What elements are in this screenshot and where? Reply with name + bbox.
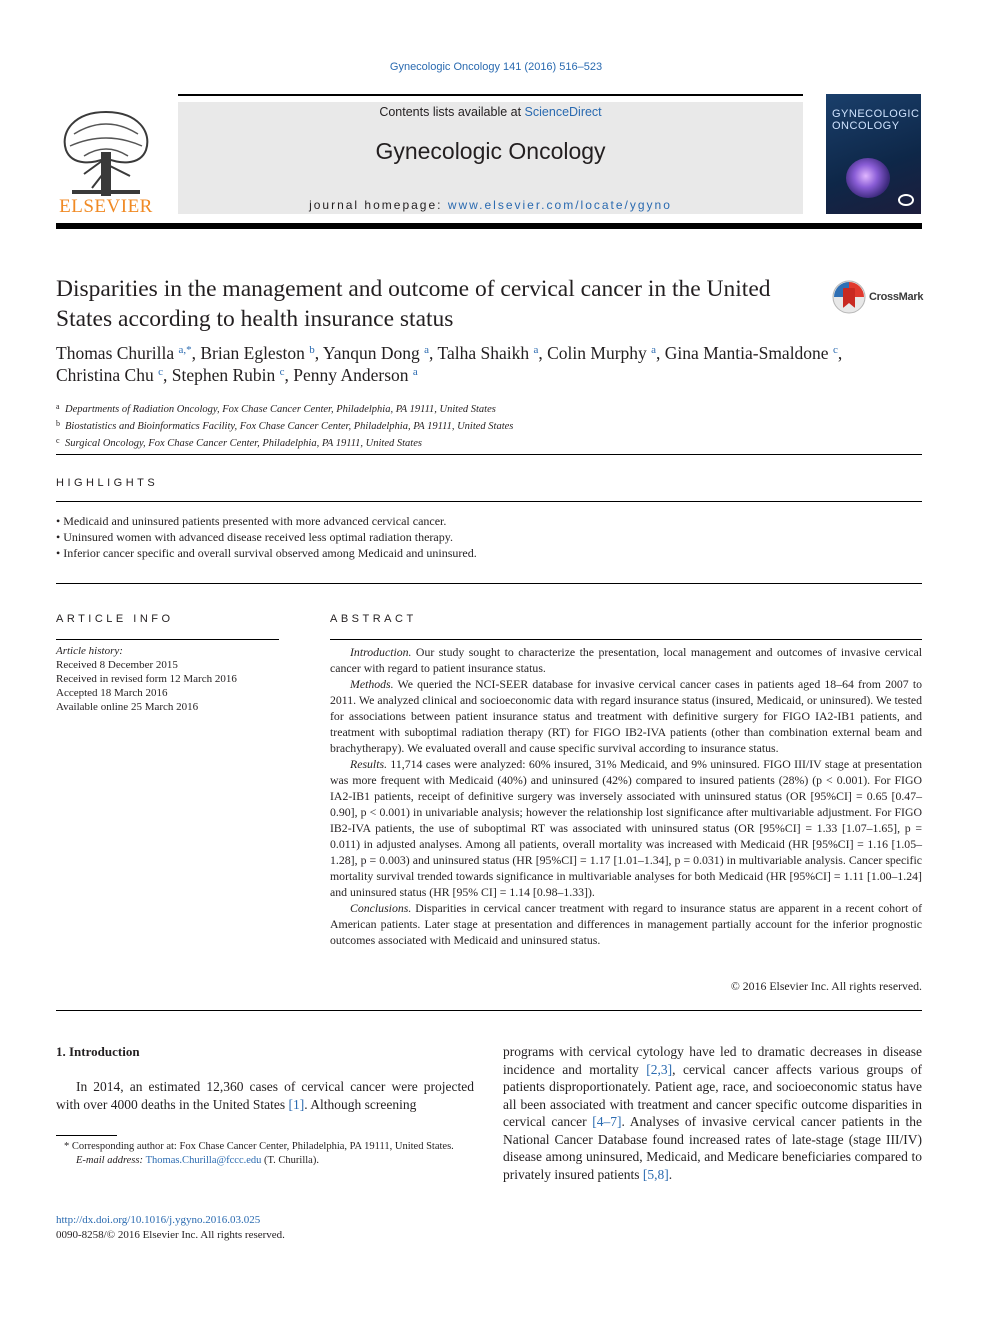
abstract-section [330, 676, 922, 756]
cover-title [832, 108, 918, 132]
corresponding-author-note: * Corresponding author at: Fox Chase Cancer Center, Philadelphia, PA 19111, United States. [64, 1141, 454, 1152]
abstract-section [330, 900, 922, 948]
introduction-heading: 1. Introduction [56, 1044, 140, 1059]
author [172, 365, 294, 385]
author-affiliation-link[interactable]: a [424, 344, 430, 356]
author-separator: , [314, 343, 323, 363]
author-name: Talha Shaikh [437, 343, 530, 363]
author-separator: , [837, 343, 843, 363]
journal-cover-image [826, 94, 921, 214]
cover-title-line1: GYNECOLOGIC [832, 108, 920, 120]
elsevier-wordmark: ELSEVIER [59, 196, 153, 217]
contents-availability [178, 105, 803, 119]
author [56, 365, 172, 385]
reference-link[interactable]: [2,3] [646, 1061, 673, 1077]
section-divider [56, 501, 922, 502]
affiliation-text: Departments of Radiation Oncology, Fox Chase Cancer Center, Philadelphia, PA 19111, United States [65, 404, 496, 415]
introduction-text: programs with cervical cytology have led to dramatic decreases in disease incidence and mortality [503, 1044, 922, 1077]
article-history [56, 644, 286, 714]
highlight-item: • Uninsured women with advanced disease received less optimal radiation therapy. [56, 530, 453, 544]
article-title: Disparities in the management and outcome of cervical cancer in the United States according to health insurance status [56, 276, 771, 332]
author-affiliation-link[interactable]: c [279, 366, 285, 378]
homepage-link[interactable]: www.elsevier.com/locate/ygyno [447, 198, 672, 212]
header-rule [56, 223, 922, 229]
affiliation-label: a [56, 402, 60, 411]
affiliation-text: Biostatistics and Bioinformatics Facility, Fox Chase Cancer Center, Philadelphia, PA 19111, United States [65, 421, 514, 432]
author-separator: , [656, 343, 665, 363]
affiliation [56, 417, 756, 434]
introduction-text: . Analyses of invasive cervical cancer patients in the National Cancer Database found increased rates of late-stage (stage III/IV) disease among uninsured, Medicaid, and Medicare beneficiaries compared to privately insured patients [503, 1114, 922, 1182]
section-divider [56, 583, 922, 584]
abstract-section-text: Our study sought to characterize the presentation, local management and outcomes of invasive cervical cancer with regard to patient insurance status. [330, 645, 922, 675]
author-affiliation-link[interactable]: b [309, 344, 315, 356]
affiliation-text: Surgical Oncology, Fox Chase Cancer Center, Philadelphia, PA 19111, United States [65, 438, 422, 449]
reference-link[interactable]: [1] [288, 1097, 305, 1112]
author-affiliation-link[interactable]: a,* [178, 344, 192, 356]
abstract-body [330, 644, 922, 948]
author-affiliation-link[interactable]: c [832, 344, 838, 356]
author [293, 365, 417, 385]
contents-prefix: Contents lists available at [379, 105, 525, 119]
journal-homepage [178, 198, 803, 212]
section-divider [56, 1010, 922, 1011]
highlights-list [56, 513, 922, 561]
author-name: Christina Chu [56, 365, 154, 385]
abstract-section-text: Disparities in cervical cancer treatment with regard to insurance status are apparent in a recent cohort of American patients. Later stage at presentation and differences in management partially account for the inferior prognostic outcomes associated with Medicaid and uninsured status. [330, 901, 922, 947]
affiliation [56, 434, 756, 451]
reference-link[interactable]: [5,8] [642, 1166, 669, 1182]
abstract-section-lead: Results. [350, 757, 388, 771]
author-separator: , [191, 343, 201, 363]
journal-title: Gynecologic Oncology [375, 138, 606, 164]
history-entry: Accepted 18 March 2016 [56, 687, 168, 699]
author [200, 343, 322, 363]
issn-copyright: 0090-8258/© 2016 Elsevier Inc. All rights reserved. [56, 1229, 285, 1241]
abstract-rule [330, 639, 922, 640]
author-separator: , [284, 365, 294, 385]
history-entry: Received in revised form 12 March 2016 [56, 673, 237, 685]
author-name: Yanqun Dong [322, 343, 420, 363]
author-affiliation-link[interactable]: a [651, 344, 657, 356]
author [323, 343, 438, 363]
article-info-rule [56, 639, 279, 640]
introduction-text: . Although screening [304, 1097, 417, 1112]
author [56, 343, 200, 363]
abstract-section-text: 11,714 cases were analyzed: 60% insured, 31% Medicaid, and 9% uninsured. FIGO III/IV stage at presentation was more frequent with Medicaid (40%) and uninsured (42%) compared to insured patients (28%) (p < 0.001). For FIGO IA2-IB1 patients, receipt of definitive surgery was inversely associated with uninsured status (OR [95%CI] = 0.65 [0.47–0.90], p < 0.001) in univariable analysis; however the relationship lost significance after multivariable adjustment. For FIGO IB2-IVA patients, the use of suboptimal RT was associated with uninsured status (OR [95%CI] = 1.33 [1.07–1.65], p = 0.011) in adjusted analyses. Among all patients, overall mortality was increased with Medicaid (HR [95%CI] = 1.16 [1.05–1.28], p = 0.003) and uninsured status (HR [95%CI] = 1.17 [1.01–1.34], p = 0.031) in multivariable analysis. Cancer specific mortality survival trended towards significance in multivariable analyses for both Medicaid (HR [95%CI] = 1.11 [1.00–1.24] and uninsured status (HR [95% CI] = 1.14 [0.98–1.33]). [330, 757, 922, 899]
email-note [56, 1154, 476, 1168]
crossmark-button[interactable] [832, 280, 922, 314]
author-name: Gina Mantia-Smaldone [664, 343, 829, 363]
author-name: Stephen Rubin [171, 365, 276, 385]
author-list [56, 342, 926, 386]
affiliation [56, 400, 756, 417]
abstract-section-lead: Conclusions. [350, 901, 412, 915]
abstract-section-lead: Introduction. [350, 645, 412, 659]
footnotes [56, 1140, 476, 1168]
highlights-heading: HIGHLIGHTS [56, 477, 159, 489]
author-name: Brian Egleston [200, 343, 305, 363]
affiliation-list [56, 400, 756, 451]
doi-link[interactable]: http://dx.doi.org/10.1016/j.ygyno.2016.03.025 [56, 1214, 261, 1226]
author-separator: , [162, 365, 172, 385]
author-affiliation-link[interactable]: a [412, 366, 418, 378]
abstract-section-lead: Methods. [350, 677, 394, 691]
introduction-right-column [503, 1043, 922, 1183]
abstract-section [330, 644, 922, 676]
crossmark-label: CrossMark [869, 291, 924, 303]
cover-artwork [846, 158, 890, 198]
author [547, 343, 665, 363]
journal-citation-link[interactable]: Gynecologic Oncology 141 (2016) 516–523 [389, 61, 603, 73]
author-separator: , [429, 343, 438, 363]
introduction-text: In 2014, an estimated 12,360 cases of cervical cancer were projected with over 4000 deaths in the United States [56, 1079, 474, 1112]
section-divider [56, 454, 922, 455]
article-history-label: Article history: [56, 645, 123, 657]
author-affiliation-link[interactable]: c [158, 366, 163, 378]
abstract-section [330, 756, 922, 900]
introduction-text: , cervical cancer affects various groups of patients disproportionately. Patient age, race, and socioeconomic status have all been associated with treatment and cancer specific outcome disparities in cervical cancer [503, 1061, 922, 1129]
abstract-copyright: © 2016 Elsevier Inc. All rights reserved. [730, 979, 922, 993]
cover-title-line2: ONCOLOGY [832, 120, 900, 132]
reference-link[interactable]: [4–7] [592, 1114, 622, 1129]
author-affiliation-link[interactable]: a [533, 344, 539, 356]
highlight-item: • Medicaid and uninsured patients presented with more advanced cervical cancer. [56, 514, 447, 528]
history-entry: Received 8 December 2015 [56, 659, 178, 671]
author-name: Colin Murphy [547, 343, 647, 363]
author-separator: , [538, 343, 548, 363]
article-info-heading: ARTICLE INFO [56, 613, 174, 625]
affiliation-label: c [56, 436, 60, 445]
email-suffix: (T. Churilla). [261, 1155, 319, 1166]
abstract-section-text: We queried the NCI-SEER database for invasive cervical cancer cases in patients aged 18–64 from 2007 to 2011. We analyzed clinical and socioeconomic data with regard insurance status (insured, Medicaid, or uninsured). We tested for associations between patient insurance status and treatment with definitive surgery for FIGO IA2-IB1 patients, and treatment with suboptimal radiation therapy (RT) for FIGO IB2-IVA patients (other than combination external beam and brachytherapy). We evaluated overall and cause specific survival according to insurance status. [330, 677, 922, 755]
affiliation-label: b [56, 419, 60, 428]
history-entry: Available online 25 March 2016 [56, 701, 199, 713]
sciencedirect-link[interactable]: ScienceDirect [524, 105, 602, 119]
homepage-prefix: journal homepage: [309, 198, 448, 212]
email-label: E-mail address: [76, 1155, 146, 1166]
email-link[interactable]: Thomas.Churilla@fccc.edu [145, 1155, 262, 1166]
author [437, 343, 547, 363]
author-name: Penny Anderson [293, 365, 409, 385]
crossmark-icon [832, 280, 866, 314]
highlight-item: • Inferior cancer specific and overall survival observed among Medicaid and uninsured. [56, 546, 477, 560]
abstract-heading: ABSTRACT [330, 613, 417, 625]
introduction-text: . [668, 1166, 673, 1182]
cover-publisher-mark-icon [898, 194, 914, 206]
introduction-paragraph [56, 1078, 474, 1114]
footnote-rule [56, 1135, 117, 1136]
introduction-left-column [56, 1078, 474, 1114]
author-name: Thomas Churilla [56, 343, 175, 363]
banner-top-rule [178, 94, 803, 96]
author [665, 343, 842, 363]
